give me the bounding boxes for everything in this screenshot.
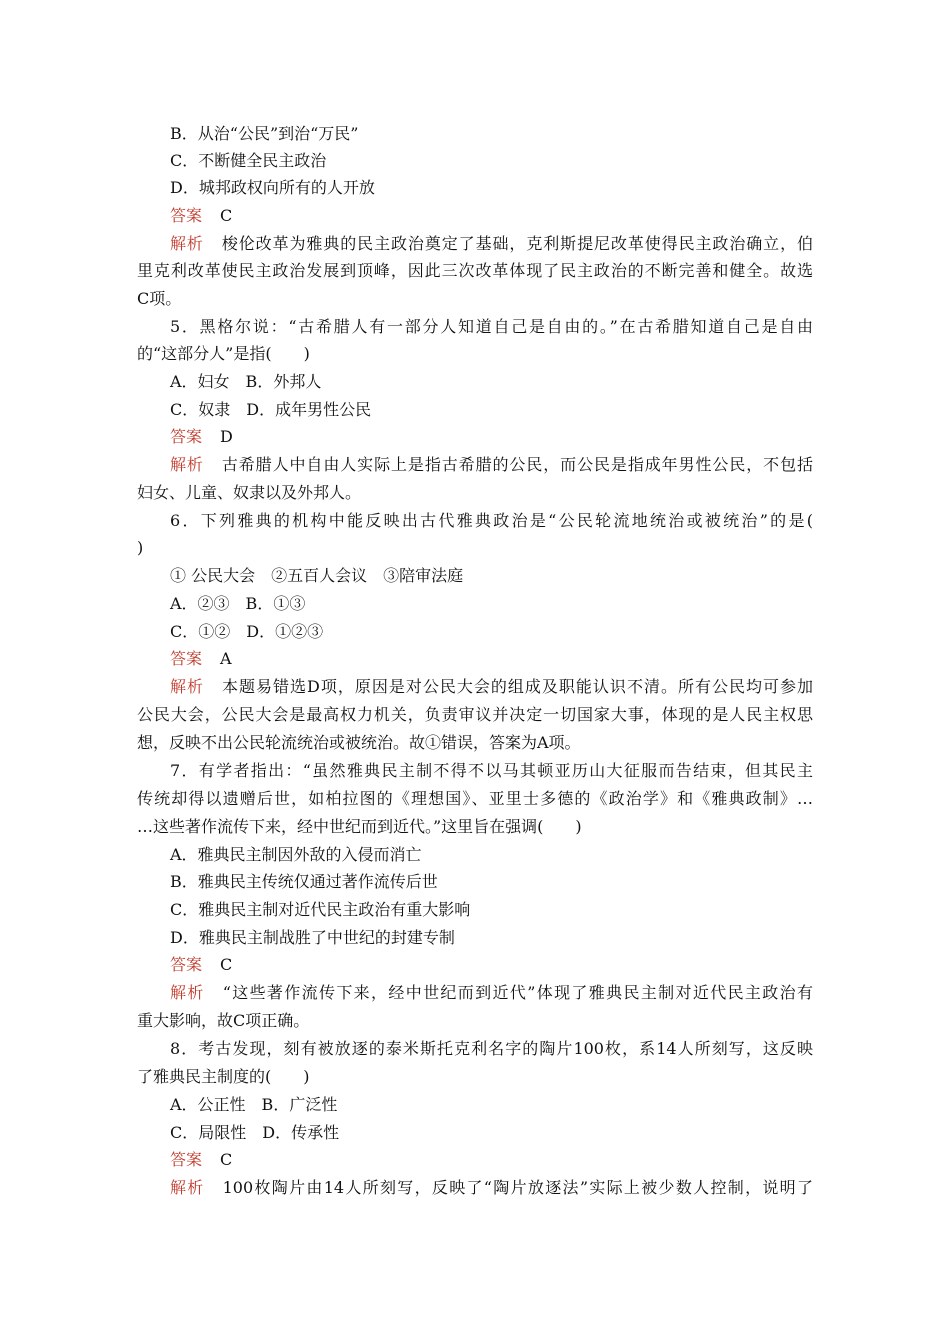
analysis-text: 本题易错选D项，原因是对公民大会的组成及职能认识不清。所有公民均可参加 (222, 677, 813, 696)
analysis-text: “这些著作流传下来，经中世纪而到近代”体现了雅典民主制对近代民主政治有 (222, 983, 813, 1002)
q5-analysis-line-1 (170, 451, 813, 479)
answer-value: C (220, 955, 233, 974)
q8-stem-line-1: 8．考古发现，刻有被放逐的泰米斯托克利名字的陶片100枚，系14人所刻写，这反映 (170, 1039, 813, 1058)
answer-label: 答案 (170, 955, 203, 974)
q6-stem-line-1: 6．下列雅典的机构中能反映出古代雅典政治是“公民轮流地统治或被统治”的是( (170, 511, 813, 530)
answer-label: 答案 (170, 649, 203, 668)
q7-analysis-line-1 (170, 979, 813, 1007)
q4-analysis-line-1 (170, 230, 813, 258)
q7-answer-line (170, 951, 813, 979)
q7-option-d: D．雅典民主制战胜了中世纪的封建专制 (170, 928, 455, 947)
analysis-label: 解析 (170, 677, 205, 696)
analysis-text: 古希腊人中自由人实际上是指古希腊的公民，而公民是指成年男性公民，不包括 (221, 455, 813, 474)
q5-stem-line-1: 5．黑格尔说：“古希腊人有一部分人知道自己是自由的。”在古希腊知道自己是自由 (170, 317, 813, 336)
q6-answer-line (170, 645, 813, 673)
q6-stem-line-2: ) (137, 538, 144, 557)
q4-option-b: B．从治“公民”到治“万民” (170, 124, 359, 143)
q5-answer-line (170, 423, 813, 451)
q5-stem-line-2: 的“这部分人”是指( ) (137, 344, 310, 363)
q4-analysis-line-3: C项。 (137, 289, 182, 308)
q7-option-a: A．雅典民主制因外敌的入侵而消亡 (170, 845, 422, 864)
q4-option-c: C．不断健全民主政治 (170, 151, 327, 170)
q7-stem-line-3: …这些著作流传下来，经中世纪而到近代。”这里旨在强调( ) (137, 817, 582, 836)
q6-items: ① 公民大会 ②五百人会议 ③陪审法庭 (170, 566, 464, 585)
q6-analysis-line-3: 想，反映不出公民轮流统治或被统治。故①错误，答案为A项。 (137, 733, 581, 752)
q7-option-b: B．雅典民主传统仅通过著作流传后世 (170, 872, 438, 891)
answer-value: C (220, 1150, 233, 1169)
q5-analysis-line-2: 妇女、儿童、奴隶以及外邦人。 (137, 483, 362, 502)
q8-stem-line-2: 了雅典民主制度的( ) (137, 1067, 310, 1086)
analysis-text: 梭伦改革为雅典的民主政治奠定了基础，克利斯提尼改革使得民主政治确立，伯 (221, 234, 813, 253)
answer-label: 答案 (170, 1150, 203, 1169)
q7-analysis-line-2: 重大影响，故C项正确。 (137, 1011, 310, 1030)
q6-analysis-line-1 (170, 673, 813, 701)
answer-label: 答案 (170, 427, 203, 446)
analysis-label: 解析 (170, 455, 204, 474)
answer-value: D (220, 427, 233, 446)
q6-analysis-line-2: 公民大会，公民大会是最高权力机关，负责审议并决定一切国家大事，体现的是人民主权思 (137, 705, 813, 724)
q5-options-line-2: C．奴隶 D．成年男性公民 (170, 400, 372, 419)
q8-options-line-1: A．公正性 B．广泛性 (170, 1095, 338, 1114)
q4-answer-line (170, 202, 813, 230)
q4-option-d: D．城邦政权向所有的人开放 (170, 178, 375, 197)
answer-label: 答案 (170, 206, 203, 225)
analysis-label: 解析 (170, 983, 205, 1002)
q6-options-line-2: C．①② D．①②③ (170, 622, 324, 641)
q8-answer-line (170, 1146, 813, 1174)
q7-stem-line-1: 7．有学者指出：“虽然雅典民主制不得不以马其顿亚历山大征服而告结束，但其民主 (170, 761, 813, 780)
q7-stem-line-2: 传统却得以遗赠后世，如柏拉图的《理想国》、亚里士多德的《政治学》和《雅典政制》… (137, 789, 813, 808)
analysis-text: 100枚陶片由14人所刻写，反映了“陶片放逐法”实际上被少数人控制，说明了 (222, 1178, 813, 1197)
q8-analysis-line-1 (170, 1174, 813, 1202)
q4-analysis-line-2: 里克利改革使民主政治发展到顶峰，因此三次改革体现了民主政治的不断完善和健全。故选 (137, 261, 813, 280)
q8-options-line-2: C．局限性 D．传承性 (170, 1123, 340, 1142)
answer-value: A (220, 649, 232, 668)
analysis-label: 解析 (170, 1178, 205, 1197)
q7-option-c: C．雅典民主制对近代民主政治有重大影响 (170, 900, 471, 919)
q5-options-line-1: A．妇女 B．外邦人 (170, 372, 322, 391)
q6-options-line-1: A．②③ B．①③ (170, 594, 306, 613)
analysis-label: 解析 (170, 234, 204, 253)
answer-value: C (220, 206, 233, 225)
